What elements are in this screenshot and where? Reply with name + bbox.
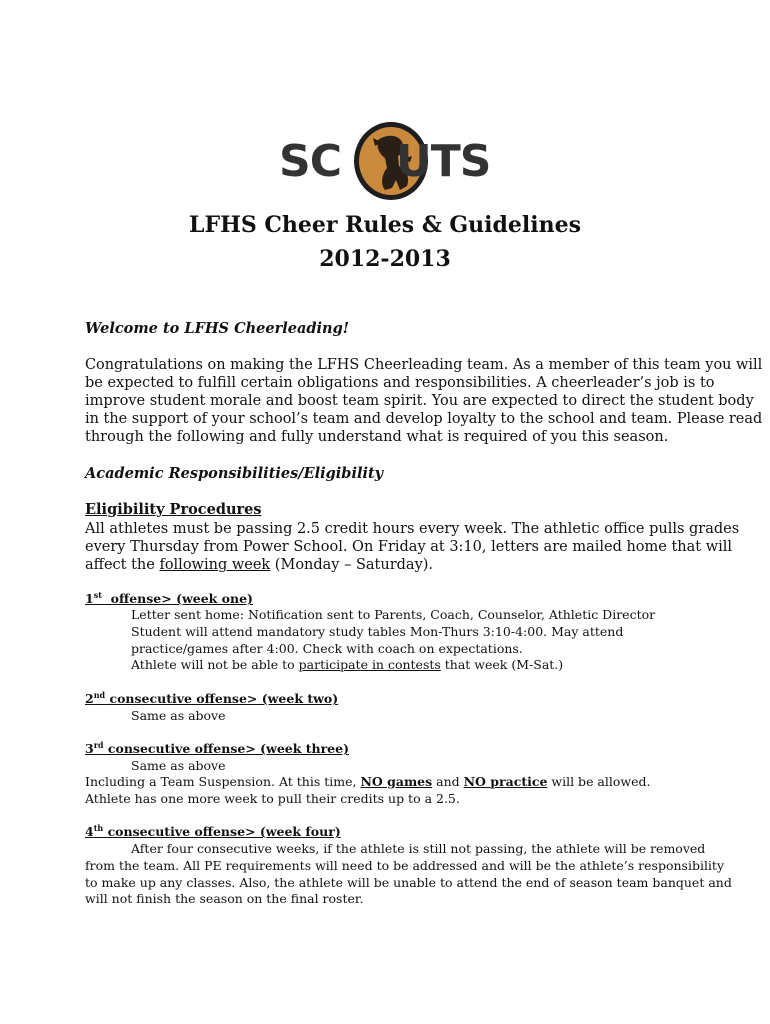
offense-heading-text: consecutive offense> (week four) <box>103 824 341 839</box>
academic-heading: Academic Responsibilities/Eligibility <box>85 465 384 482</box>
offense-ordinal: nd <box>93 690 106 700</box>
welcome-heading: Welcome to LFHS Cheerleading! <box>85 320 350 337</box>
offense-4-line: After four consecutive weeks, if the athlete is still not passing, the athlete will be removed <box>131 841 706 856</box>
offense-3-line: Same as above <box>131 758 226 773</box>
offense-1-heading <box>85 591 253 608</box>
offense-heading-text: offense> (week one) <box>101 591 253 606</box>
offense-1-line <box>131 657 563 674</box>
no-games-text: NO games <box>360 774 433 789</box>
offense-3-text: Including a Team Suspension. At this time, <box>85 774 361 789</box>
scouts-logo <box>275 112 493 210</box>
eligibility-line: every Thursday from Power School. On Friday at 3:10, letters are mailed home that will <box>85 539 733 555</box>
intro-line: be expected to fulfill certain obligations and responsibilities. A cheerleader’s job is to <box>85 375 715 391</box>
offense-3-text: and <box>432 774 464 789</box>
intro-line: Congratulations on making the LFHS Cheerleading team. As a member of this team you will <box>85 357 763 373</box>
offense-3-suspension-line <box>85 774 650 791</box>
offense-4-line: to make up any classes. Also, the athlete will be unable to attend the end of season team banquet and <box>85 875 732 890</box>
offense-2-line: Same as above <box>131 708 226 723</box>
eligibility-text: (Monday – Saturday). <box>270 557 434 573</box>
offense-1-line: practice/games after 4:00. Check with coach on expectations. <box>131 641 523 656</box>
offense-1-text: Athlete will not be able to <box>131 657 299 672</box>
no-practice-text: NO practice <box>463 774 548 789</box>
offense-ordinal: th <box>93 823 104 833</box>
offense-ordinal: st <box>93 590 102 600</box>
offense-2-heading <box>85 691 338 708</box>
offense-heading-text: consecutive offense> (week three) <box>103 741 349 756</box>
offense-1-line: Letter sent home: Notification sent to Parents, Coach, Counselor, Athletic Director <box>131 607 656 622</box>
offense-4-line: from the team. All PE requirements will need to be addressed and will be the athlete’s responsibility <box>85 858 725 873</box>
offense-number: 4 <box>85 824 94 839</box>
intro-line: in the support of your school’s team and develop loyalty to the school and team. Please read <box>85 411 763 427</box>
offense-3-line: Athlete has one more week to pull their credits up to a 2.5. <box>85 791 460 806</box>
document-year: 2012-2013 <box>319 246 451 272</box>
logo-text-left: SC <box>279 136 341 187</box>
eligibility-line <box>85 556 433 575</box>
intro-line: through the following and fully understand what is required of you this season. <box>85 429 669 445</box>
offense-3-text: will be allowed. <box>547 774 651 789</box>
offense-heading-text: consecutive offense> (week two) <box>105 691 339 706</box>
eligibility-heading: Eligibility Procedures <box>85 501 262 518</box>
eligibility-line: All athletes must be passing 2.5 credit hours every week. The athletic office pulls grades <box>85 521 740 537</box>
offense-number: 1 <box>85 591 94 606</box>
offense-3-heading <box>85 741 349 758</box>
offense-number: 2 <box>85 691 94 706</box>
offense-ordinal: rd <box>93 740 104 750</box>
offense-number: 3 <box>85 741 94 756</box>
logo-text-right: UTS <box>396 136 491 187</box>
following-week-text: following week <box>159 557 271 573</box>
participate-in-contests-text: participate in contests <box>298 657 441 672</box>
eligibility-text: affect the <box>85 557 160 573</box>
offense-1-line: Student will attend mandatory study tables Mon-Thurs 3:10-4:00. May attend <box>131 624 624 639</box>
offense-1-text: that week (M-Sat.) <box>440 657 564 672</box>
intro-line: improve student morale and boost team spirit. You are expected to direct the student body <box>85 393 754 409</box>
document-title: LFHS Cheer Rules & Guidelines <box>189 212 581 238</box>
offense-4-line: will not finish the season on the final roster. <box>85 891 364 906</box>
offense-4-heading <box>85 824 341 841</box>
